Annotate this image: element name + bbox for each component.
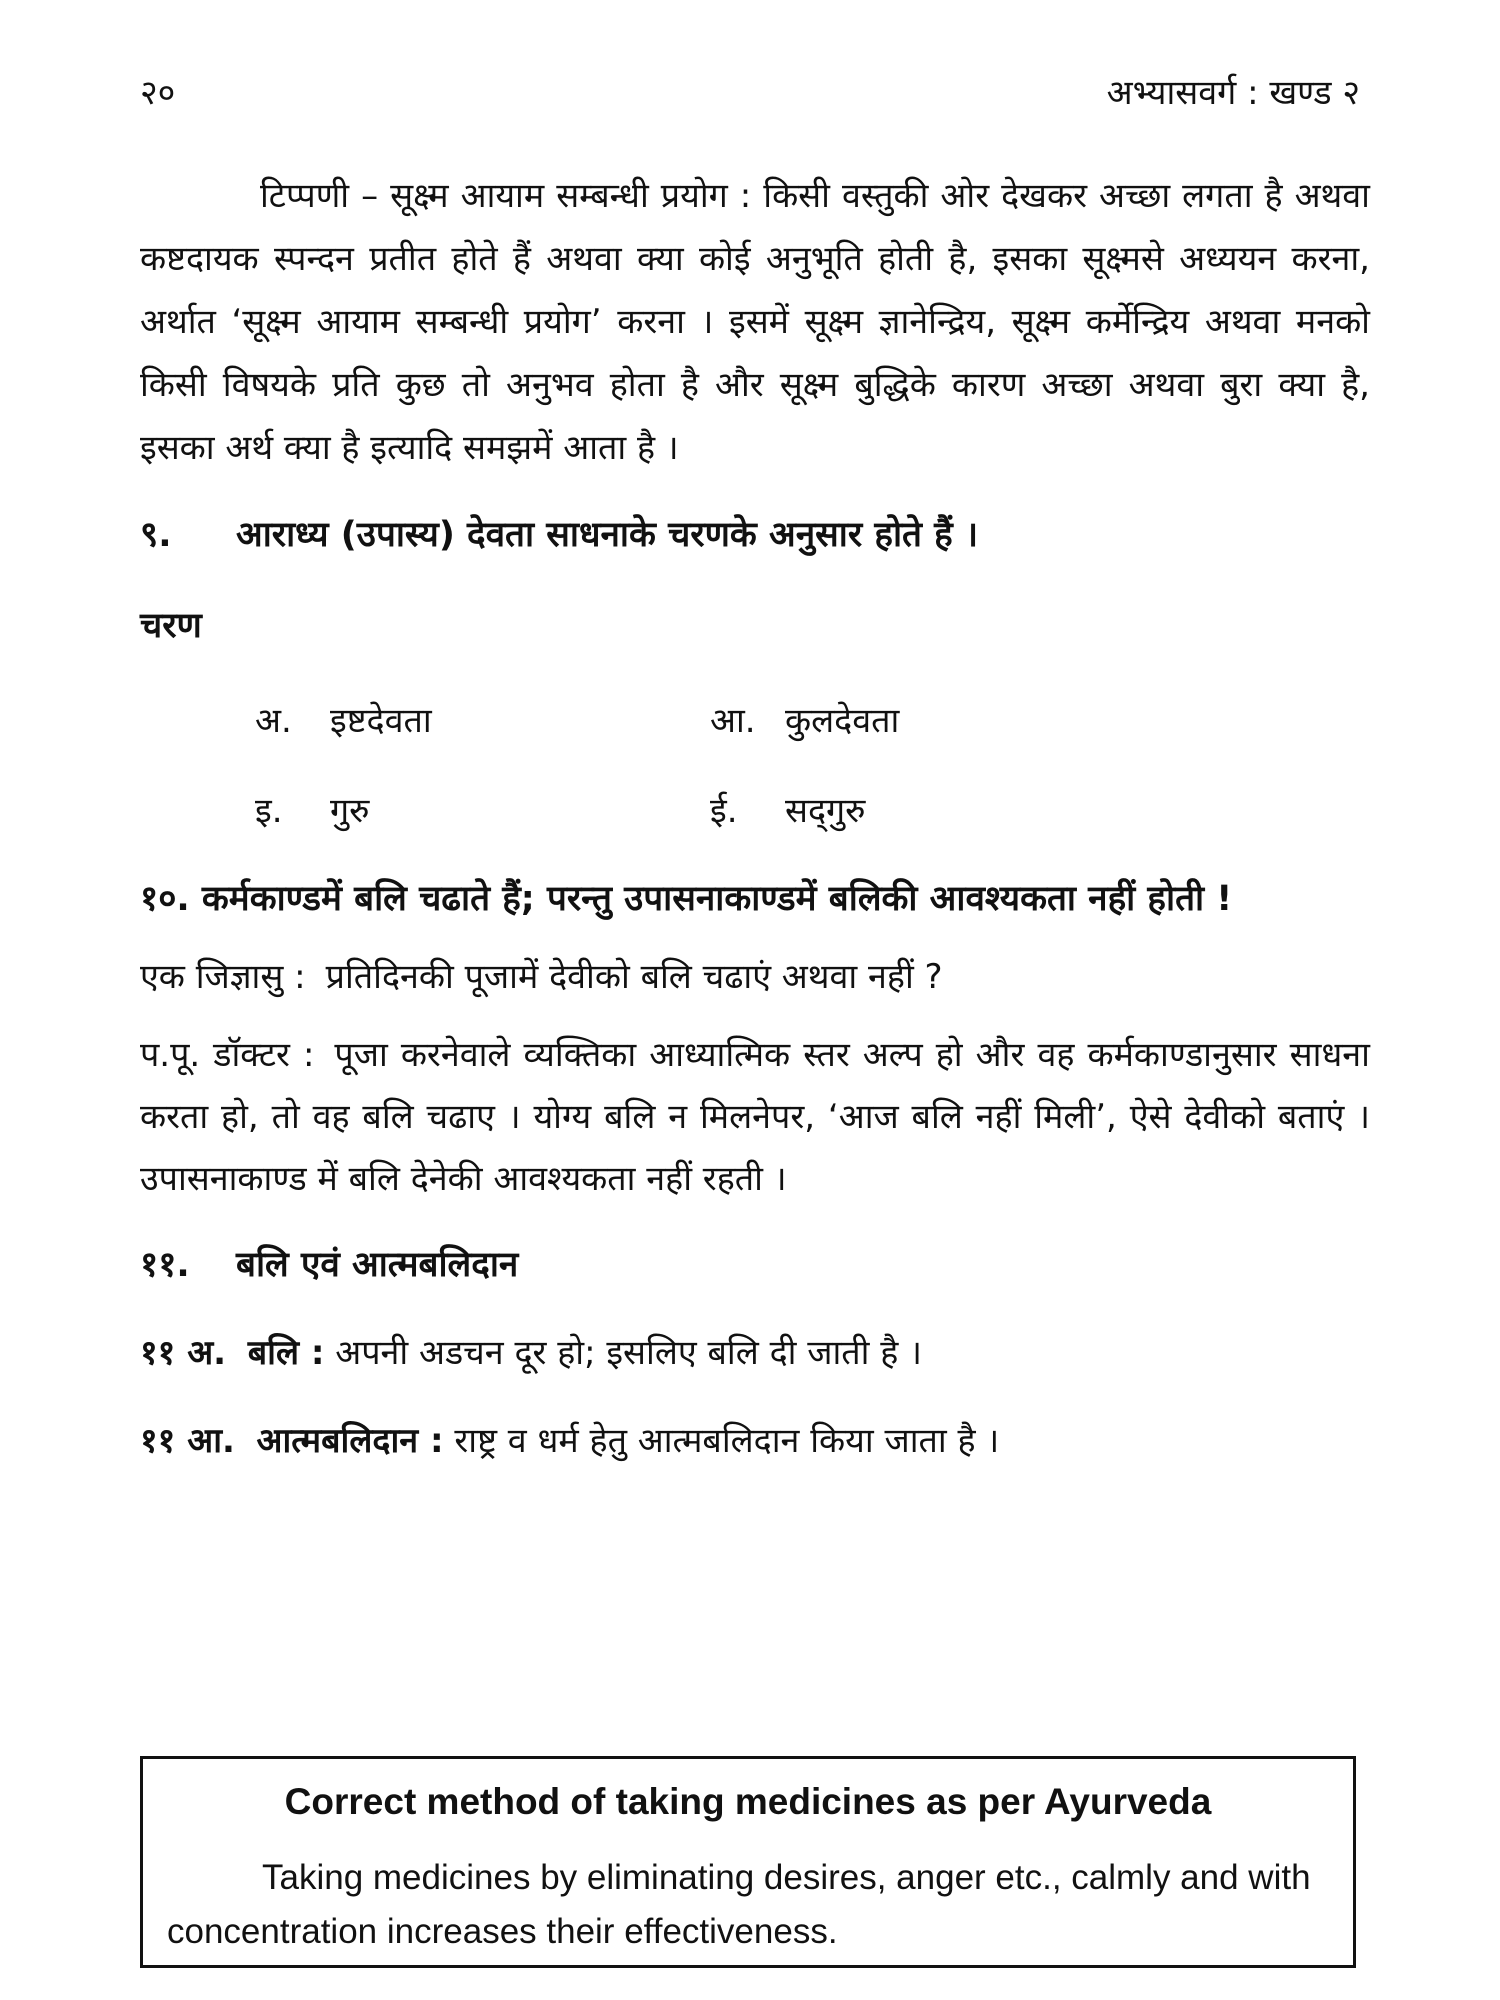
point-11a-term: बलि : [247,1333,325,1373]
running-title: अभ्यासवर्ग : खण्ड २ [1106,73,1360,113]
answer-speaker: प.पू. डॉक्टर : [140,1035,315,1075]
stage-item [710,786,1165,832]
stages-list [255,674,1370,854]
answer-text: पूजा करनेवाले व्यक्तिका आध्यात्मिक स्तर अल्प हो और वह कर्मकाण्डानुसार साधना करता हो, तो वह बलि चढाए । योग्य बलि न मिलनेपर, ‘आज बलि नहीं मिली’, ऐसे देवीको बताएं । उपासनाकाण्ड में बलि देनेकी आवश्यकता नहीं रहती । [140,1035,1370,1199]
question-text: प्रतिदिनकी पूजामें देवीको बलि चढाएं अथवा नहीं ? [325,957,943,997]
page-header [140,68,1360,128]
point-11b-term: आत्मबलिदान : [256,1421,444,1461]
stage-item [255,696,710,742]
stage-letter: ई. [710,791,738,831]
point-9-number: ९. [140,515,172,555]
point-11b-text: राष्ट्र व धर्म हेतु आत्मबलिदान किया जाता है । [454,1421,1000,1461]
point-11b-number: ११ आ. [140,1421,235,1461]
stage-letter: आ. [710,701,756,741]
point-10-text: कर्मकाण्डमें बलि चढाते हैं; परन्तु उपासनाकाण्डमें बलिकी आवश्यकता नहीं होती ! [201,879,1233,919]
point-11-number: ११. [140,1245,190,1285]
stages-row [255,764,1370,854]
stage-item [710,696,1165,742]
page-content [140,165,1370,1470]
point-10-number: १०. [140,879,190,919]
page-number: २० [140,73,176,113]
stage-name: सद्‌गुरु [785,791,866,831]
stage-item [255,786,710,832]
stage-name: कुलदेवता [785,701,900,741]
note-paragraph: टिप्पणी – सूक्ष्म आयाम सम्बन्धी प्रयोग : किसी वस्तुकी ओर देखकर अच्छा लगता है अथवा कष्टदायक स्पन्दन प्रतीत होते हैं अथवा क्या कोई अनुभूति होती है, इसका सूक्ष्मसे अध्ययन करना, अर्थात ‘सूक्ष्म आयाम सम्बन्धी प्रयोग’ करना । इसमें सूक्ष्म ज्ञानेन्द्रिय, सूक्ष्म कर्मेन्द्रिय अथवा मनको किसी विषयके प्रति कुछ तो अनुभव होता है और सूक्ष्म बुद्धिके कारण अच्छा अथवा बुरा क्या है, इसका अर्थ क्या है इत्यादि समझमें आता है । [140,176,1370,468]
point-11a-number: ११ अ. [140,1333,227,1373]
point-9-heading [140,506,1370,564]
question-paragraph [140,946,1370,1008]
stage-name: गुरु [330,791,370,831]
tip-box-body: Taking medicines by eliminating desires, anger etc., calmly and with concentration increases their effectiveness. [167,1858,1311,1951]
stage-name: इष्टदेवता [330,701,432,741]
point-11-title: बलि एवं आत्मबलिदान [236,1245,519,1285]
point-9-text: आराध्य (उपास्य) देवता साधनाके चरणके अनुसार होते हैं । [236,515,979,555]
point-11a-paragraph [140,1324,1370,1382]
stages-label: चरण [140,606,202,646]
stage-letter: अ. [255,701,292,741]
point-11-heading [140,1236,1370,1294]
point-10-heading [140,868,1370,930]
point-11a-text: अपनी अडचन दूर हो; इसलिए बलि दी जाती है । [335,1333,923,1373]
question-speaker: एक जिज्ञासु : [140,957,306,997]
answer-paragraph [140,1024,1370,1210]
tip-box-title: Correct method of taking medicines as per Ayurveda [284,1781,1212,1822]
stages-row [255,674,1370,764]
ayurveda-tip-box [140,1756,1356,1968]
point-11b-paragraph [140,1412,1370,1470]
stage-letter: इ. [255,791,283,831]
